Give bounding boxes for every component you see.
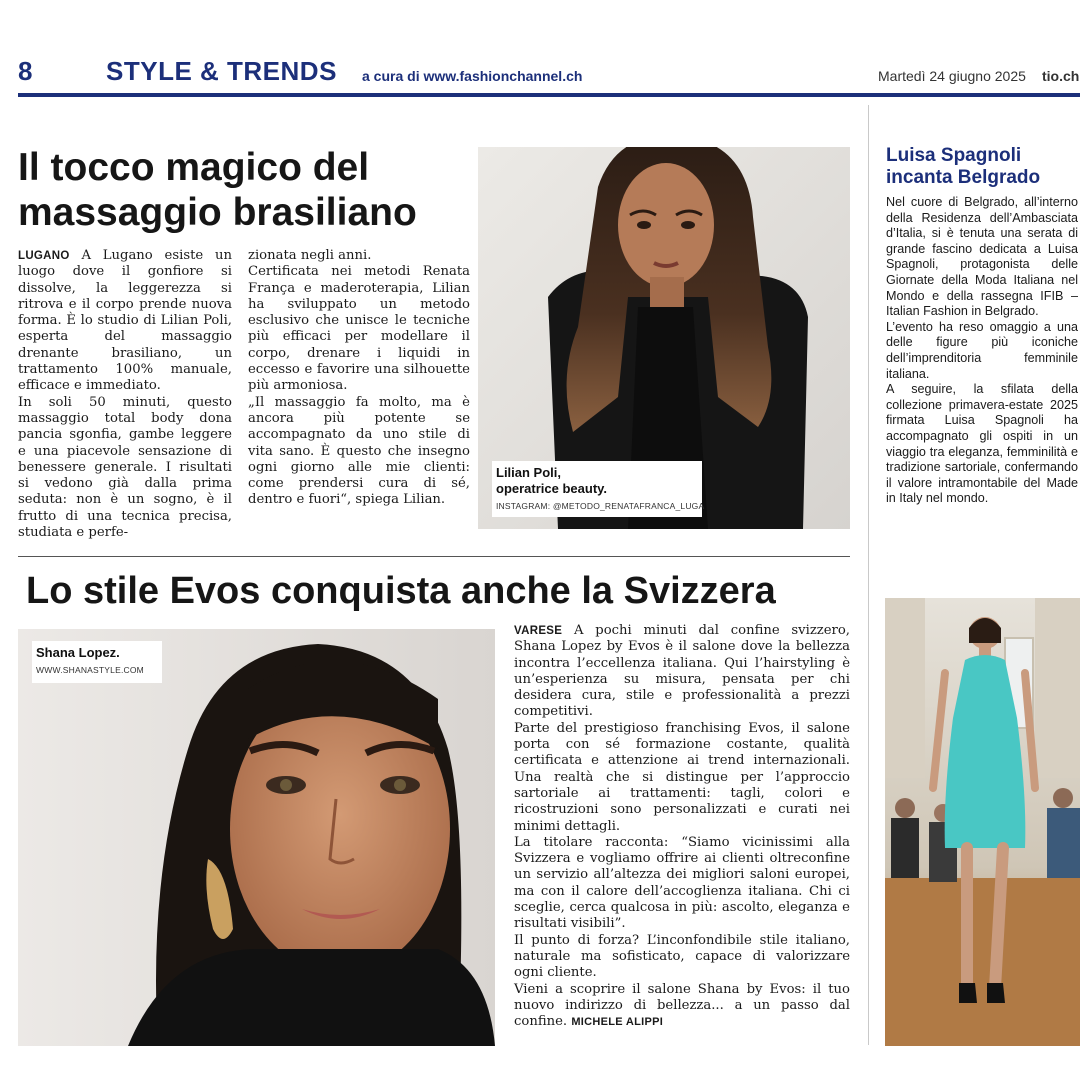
- lilian-photo-credit: INSTAGRAM: @METODO_RENATAFRANCA_LUGA: [496, 501, 705, 511]
- article2-paragraph: La titolare racconta: “Siamo vicinissimi alla Svizzera e vogliamo offrire ai clienti oltreconfine un servizio all’altezza dei migliori saloni europei, ma con il calore dell’accoglienza italiana. Chi ci sceglie, cerca qualcosa in più: ascolto, eleganza e risultati visibili”.: [514, 834, 850, 932]
- curated-by-line: a cura di www.fashionchannel.ch: [362, 68, 583, 84]
- article2-column: [514, 623, 850, 1030]
- sidebar-paragraph: L’evento ha reso omaggio a una delle figure più iconiche dell’imprenditoria femminile italiana.: [886, 319, 1078, 381]
- shana-caption: Shana Lopez.: [36, 645, 120, 660]
- runway-model-illustration: [885, 598, 1080, 1046]
- lilian-caption-line1: Lilian Poli,: [496, 465, 562, 480]
- shana-photo-credit: WWW.SHANASTYLE.COM: [36, 665, 144, 675]
- article1-paragraph: [18, 248, 232, 395]
- shana-portrait-illustration: [18, 629, 495, 1046]
- runway-photo: [885, 598, 1080, 1046]
- column-divider: [868, 105, 869, 1045]
- article1-paragraph: Certificata nei metodi Renata França e maderoterapia, Lilian ha sviluppato un metodo esclusivo che unisce le tecniche più efficaci per modellare il corpo, drenare i liquidi in eccesso e favorire una silhouette più armoniosa.: [248, 264, 470, 394]
- article1-headline: Il tocco magico del massaggio brasiliano: [18, 146, 417, 234]
- article1-paragraph: zionata negli anni.: [248, 248, 372, 263]
- sidebar-paragraph: Nel cuore di Belgrado, all’interno della Residenza dell’Ambasciata d’Italia, si è tenuta una serata di grande fascino dedicata a Luisa Spagnoli, protagonista delle Giornate della Moda Italiana nel Mondo e della rassegna IFIB – Italian Fashion in Belgrado.: [886, 195, 1078, 319]
- shana-lopez-photo: [18, 629, 495, 1046]
- shana-caption-box: [32, 641, 162, 683]
- article2-byline: MICHELE ALIPPI: [571, 1016, 664, 1029]
- article2-paragraph-text: A pochi minuti dal confine svizzero, Shana Lopez by Evos è il salone dove la bellezza incontra l’eccellenza italiana. Qui l’hairstyling è un’esperienza su misura, pensata per chi desidera cura, stile e professionalità a prezzi competitivi.: [514, 623, 850, 720]
- article1-paragraph: „Il massaggio fa molto, ma è ancora più potente se accompagnato da uno stile di vita sano. È questo che insegno ogni giorno alle mie clienti: come prendersi cura di sé, dentro e fuori“, spiega Lilian.: [248, 394, 470, 508]
- article2-paragraph: [514, 982, 850, 1031]
- article1-column-2: [248, 248, 470, 509]
- article2-paragraph: Parte del prestigioso franchising Evos, il salone porta con sé formazione costante, qualità certificata e attenzione ai trend internazionali. Una realtà che si distingue per l’approccio sartoriale ai trattamenti: tagli, colori e ricostruzioni sono personalizzati e curati nei minimi dettagli.: [514, 720, 850, 834]
- lilian-caption-box: [492, 461, 705, 517]
- site-name: tio.ch: [1042, 68, 1080, 84]
- lilian-poli-photo: [478, 147, 850, 529]
- article1-column-1: [18, 248, 232, 541]
- section-title: STYLE & TRENDS: [106, 56, 337, 86]
- page-number: 8: [18, 56, 33, 86]
- article2-paragraph-text: Vieni a scoprire il salone Shana by Evos: il tuo nuovo indirizzo di bellezza... a un passo dal confine.: [514, 981, 850, 1030]
- article2-headline: Lo stile Evos conquista anche la Svizzera: [26, 570, 776, 612]
- article2-dateline: VARESE: [514, 625, 563, 637]
- article2-paragraph: Il punto di forza? L’inconfondibile stile italiano, naturale ma sofisticato, capace di valorizzare ogni cliente.: [514, 932, 850, 981]
- sidebar-headline: Luisa Spagnoli incanta Belgrado: [886, 145, 1041, 188]
- sidebar-paragraph: A seguire, la sfilata della collezione primavera-estate 2025 firmata Luisa Spagnoli ha accompagnato gli ospiti in un viaggio tra eleganza, femminilità e tradizione sartoriale, confermando il valore intramontabile del Made in Italy nel mondo.: [886, 382, 1078, 506]
- section-divider: [18, 556, 850, 557]
- article1-paragraph: In soli 50 minuti, questo massaggio total body dona pancia sgonfia, gambe leggere e una piacevole sensazione di benessere generale. I risultati si vedono già dalla prima seduta: non è un sogno, è il frutto di una tecnica precisa, studiata e perfe-: [18, 394, 232, 541]
- article1-dateline: LUGANO: [18, 250, 70, 262]
- issue-date: Martedì 24 giugno 2025: [878, 68, 1026, 84]
- lilian-caption-line2: operatrice beauty.: [496, 481, 608, 496]
- masthead-rule: [18, 93, 1080, 97]
- article2-paragraph: [514, 623, 850, 721]
- sidebar-body: [886, 195, 1078, 507]
- article1-paragraph-text: A Lugano esiste un luogo dove il gonfiore si dissolve, la leggerezza si ritrova e il corpo prende nuova forma. È lo studio di Lilian Poli, esperta del massaggio drenante brasiliano, un trattamento 100% manuale, efficace e immediato.: [18, 248, 232, 394]
